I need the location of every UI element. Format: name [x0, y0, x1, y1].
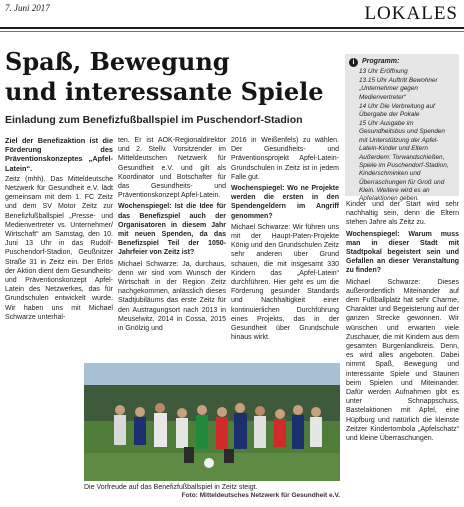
article-column-3: [231, 136, 339, 364]
infobox-item: 13 Uhr Eröffnung: [359, 68, 408, 75]
interview-question-3: Wochenspiegel: Warum muss man in dieser Stadt mit Stadtpokal begeistert sein und Gefallen an dieser Veranstaltung zu finden?: [346, 230, 459, 275]
program-infobox: [345, 54, 459, 203]
infobox-item: 15 Uhr Ausgabe im Gesundheitsbus und Spenden mit Unterstützung der Apfel-Latein-Kinder und Eltern: [359, 120, 445, 152]
headline-line-2: und interessante Spiele: [5, 77, 324, 106]
article-body-4: Kinder und der Start wird sehr nachhaltig sein, denn die Eltern stehen Jahre als Zeitz zu.: [346, 201, 459, 227]
interview-question-1: Wochenspiegel: Ist die Idee für das Benefizspiel auch der Organisatoren in diesem Jahr mit neuen Spenden, da das Benefizspiel Teil der 1050-Jahrfeier von Zeitz ist?: [118, 203, 226, 257]
interview-question-2: Wochenspiegel: Wo ne Projekte werden die ersten in den Spendengeldern im Angriff genommen?: [231, 185, 339, 220]
team-photo-image: [84, 363, 340, 481]
interview-answer-3: Michael Schwarze: Dieses außerordentlich Miteinander auf dem Fußballplatz hat sehr Charme, Charakter und Begeisterung auf der ganzen Strecke gewonnen. Wir wünschen und erwarten viele Zuschauer, die mit Kindern aus dem gesamten Burgenlandkreis. Denn, es wird alles angeboten. Dabei nimmt Spaß, Bewegung und interessante Spiele und Staunen beim Spielen und Miteinander. Dafür werden Aufnahmen gibt es unter Schnappschuss, Bastelaktionen mit Apfel, eine Hüpfburg und natürlich die kleinste Zeitzer Kindertombola „Apfelschatz“ und kleine Überraschungen.: [346, 278, 459, 443]
article-column-2: [118, 136, 226, 364]
photo-caption: Die Vorfreude auf das Benefizfußballspiel in Zeitz steigt.: [84, 484, 258, 491]
photo-credit: Foto: Mitteldeutsches Netzwerk für Gesundheit e.V.: [181, 492, 340, 499]
infobox-item: 14 Uhr Die Verbreitung auf Übergabe der Pokale: [359, 102, 435, 119]
article-lead: Ziel der Benefizaktion ist die Förderung des Präventionskonzeptes „Apfel-Latein“.: [5, 136, 113, 173]
header-rule-thin: [0, 31, 464, 32]
team-photo: [84, 363, 340, 481]
infobox-item: Außerdem: Torwandschießen, Spiele im Puschendorf-Stadion, Kinderschminken und Überraschungen für Groß und Klein. Weitere wird es an Apfelaktionen geben.: [359, 154, 449, 203]
headline-line-1: Spaß, Bewegung: [5, 47, 230, 76]
article-body-1: Zeitz (mhh). Das Mitteldeutsche Netzwerk für Gesundheit e.V. lädt gemeinsam mit dem 1. FC Zeitz und dem SV Motor Zeitz zur Benefizfußballspiel „Presse- und Medienvertreter vs. Unternehmer/ Wirtschaft“ am Samstag, den 10. Juni 13 Uhr in das Rudolf-Puschendorf-Stadion, Geußnitzer Straße 31 in Zeitz ein. Der Erlös der Aktion dient dem Gesundheits- und Präventionskonzept Apfel-Latein des Netzwerkes, das für Grundschulen entwickelt wurde. Wir haben uns mit Michael Schwarze unterhal-: [5, 175, 113, 321]
interview-answer-1: Michael Schwarze: Ja, durchaus, denn wir sind vom Wunsch der Wirtschaft in der Region Zeitz nachgekommen, anlässlich dieses Stadtjubiläums das erste Zeitz für den Austragungsort nach 2013 in Meuselwitz, 2014 in Cossa, 2015 in Gnölzig und: [118, 260, 226, 333]
infobox-items: [359, 68, 455, 204]
issue-date: 7. Juni 2017: [5, 3, 50, 13]
article-body-3: 2016 in Weißenfels) zu wählen. Der Gesundheits- und Präventionsprojekt Apfel-Latein-Grundschulen in Zeitz ist in jedem Falle gut.: [231, 137, 339, 181]
section-title: LOKALES: [364, 3, 458, 24]
article-body-2: ten. Er ist AOK-Regionaldirektor und 2. Stellv. Vorsitzender im Mitteldeutschen Netzwerk für Gesundheit e.V. und gilt als Koordinator und Botschafter für das Gesundheits- und Präventionskonzept Apfel-Latein.: [118, 137, 226, 200]
subheadline: Einladung zum Benefizfußballspiel im Puschendorf-Stadion: [5, 114, 303, 126]
headline: [5, 47, 340, 107]
infobox-item: 13.15 Uhr Auftritt Bewohner „Unternehmer gegen Medienvertreter“: [359, 77, 438, 101]
header-rule: [0, 27, 464, 29]
info-icon: i: [349, 58, 358, 67]
interview-answer-2: Michael Schwarze: Wir führen uns mit der Haupt-Paten-Projekte König und den Grundschulen Zeitz sehr anderen über Grund schauen, die mit insgesamt 330 Kindern das „Apfel-Latein“ durchführen. Hier geht es um die Förderung gesunder Standards und Nachhaltigkeit einer kontinuierlichen Durchführung eines Projekts, das in der Gesundheit über Grundschule hinaus wirkt.: [231, 223, 339, 342]
article-column-1: [5, 136, 113, 376]
infobox-title: Programm:: [362, 58, 400, 65]
article-column-4: [346, 200, 459, 502]
